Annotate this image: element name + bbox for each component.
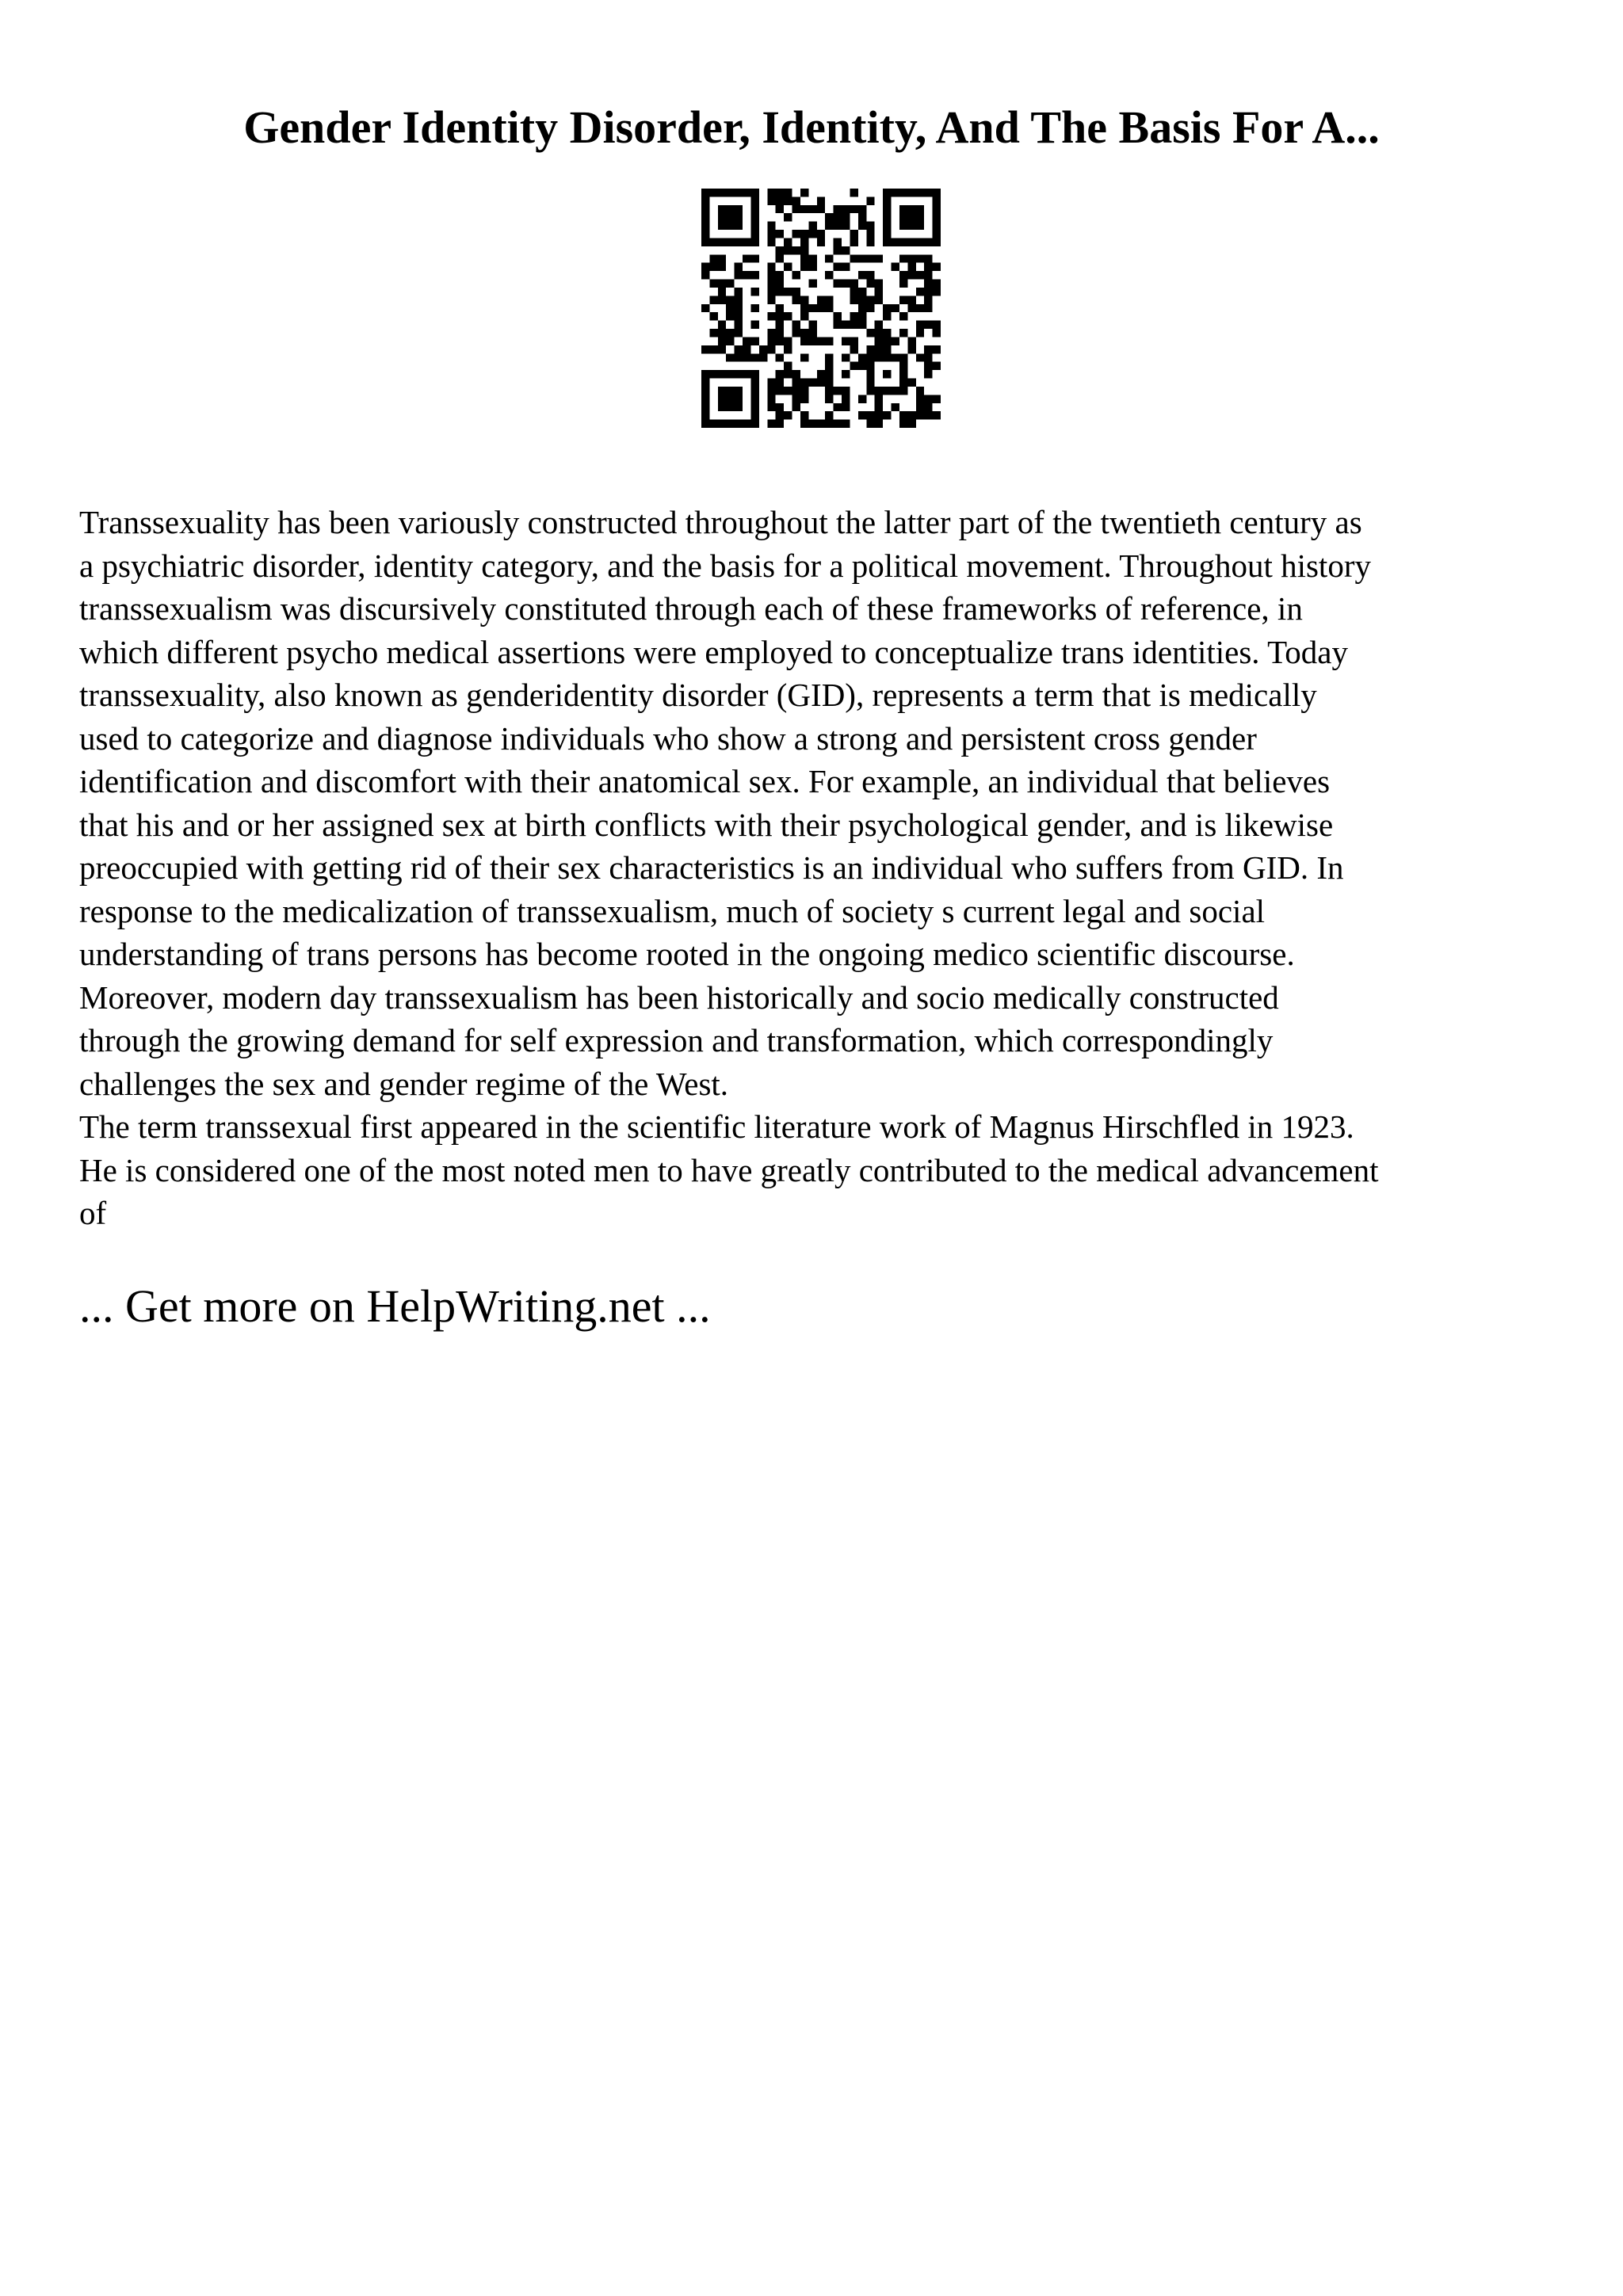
text-line: preoccupied with getting rid of their sex characteristics is an individual who suffers from GID. In (79, 849, 1344, 886)
qr-code-icon (701, 189, 941, 428)
text-line: challenges the sex and gender regime of the West. (79, 1065, 729, 1102)
text-line: transsexualism was discursively constituted through each of these frameworks of reference, in (79, 590, 1303, 627)
text-line: that his and or her assigned sex at birth conflicts with their psychological gender, and is likewise (79, 806, 1334, 843)
paragraph (79, 1105, 1569, 1235)
text-line: identification and discomfort with their anatomical sex. For example, an individual that believes (79, 763, 1331, 799)
document-body (79, 501, 1569, 1235)
text-line: of (79, 1195, 107, 1231)
document-title: Gender Identity Disorder, Identity, And The Basis For A... (243, 101, 1380, 153)
paragraph (79, 501, 1569, 1105)
text-line: The term transsexual first appeared in the scientific literature work of Magnus Hirschfled in 1923. (79, 1108, 1354, 1145)
text-line: transsexuality, also known as genderidentity disorder (GID), represents a term that is medically (79, 677, 1317, 713)
get-more-link[interactable]: ... Get more on HelpWriting.net ... (79, 1280, 711, 1332)
text-line: understanding of trans persons has become rooted in the ongoing medico scientific discourse. (79, 936, 1295, 972)
text-line: used to categorize and diagnose individuals who show a strong and persistent cross gender (79, 719, 1257, 757)
text-line: Transsexuality has been variously constructed throughout the latter part of the twentieth century as (79, 504, 1362, 540)
text-line: Moreover, modern day transsexualism has been historically and socio medically constructed (79, 978, 1279, 1016)
text-line: He is considered one of the most noted men to have greatly contributed to the medical advancement (79, 1151, 1379, 1188)
text-line: which different psycho medical assertions were employed to conceptualize trans identities. Today (79, 633, 1348, 670)
text-line: response to the medicalization of transsexualism, much of society s current legal and social (79, 892, 1266, 929)
text-line: a psychiatric disorder, identity category, and the basis for a political movement. Throughout history (79, 547, 1371, 584)
text-line: through the growing demand for self expression and transformation, which correspondingly (79, 1022, 1274, 1058)
